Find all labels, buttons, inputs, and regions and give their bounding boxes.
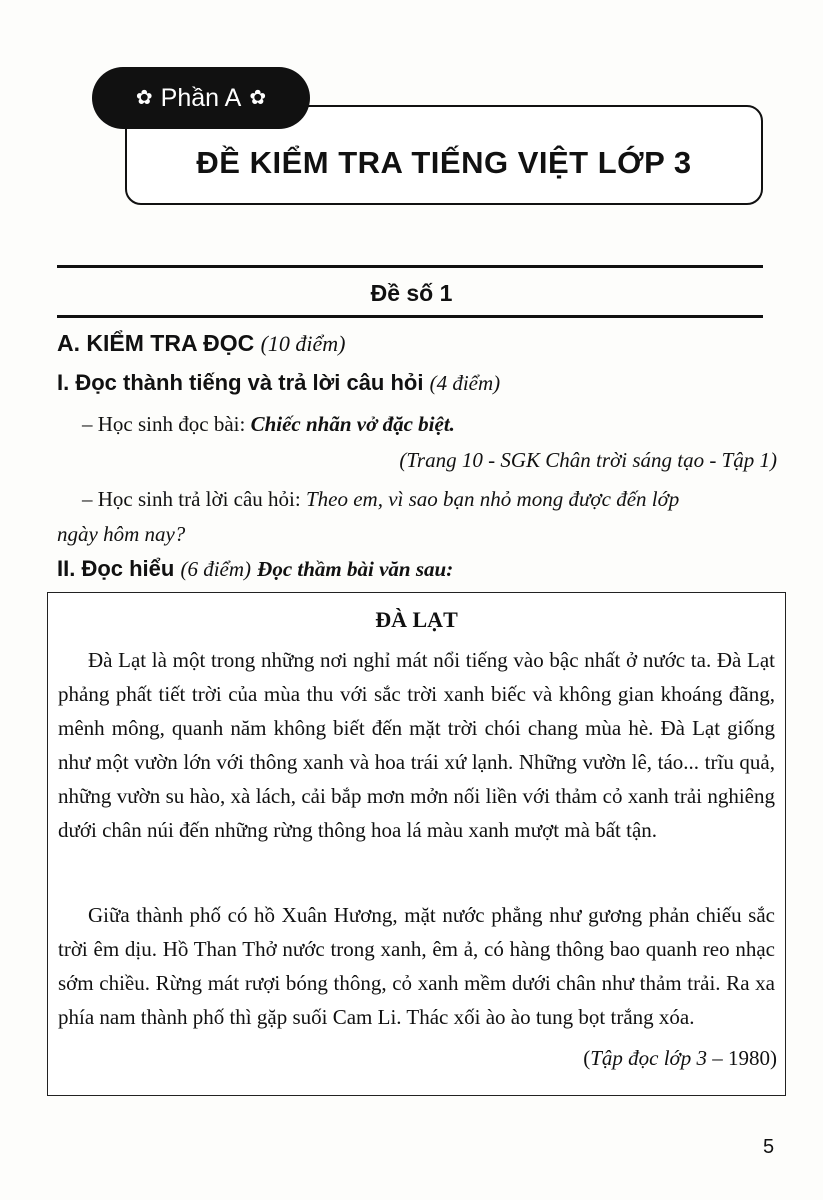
read-item xyxy=(82,412,455,437)
question-prefix: – Học sinh trả lời câu hỏi: xyxy=(82,487,306,511)
exam-number: Đề số 1 xyxy=(370,280,453,306)
reading-passage-box xyxy=(47,592,786,1096)
source-year: – 1980) xyxy=(707,1046,777,1070)
passage-title: ĐÀ LẠT xyxy=(375,607,458,632)
textbook-source: (Trang 10 - SGK Chân trời sáng tạo - Tập 1) xyxy=(399,448,777,472)
passage-paragraph-1 xyxy=(58,643,775,847)
passage-source xyxy=(583,1046,777,1071)
part-ii-instruction: Đọc thầm bài văn sau: xyxy=(257,557,454,581)
source-title: Tập đọc lớp 3 xyxy=(590,1046,707,1070)
part-label: Phần A xyxy=(160,83,242,112)
flower-icon: ✿ xyxy=(135,87,153,109)
source-paren: ( xyxy=(583,1046,591,1070)
divider-bottom xyxy=(57,315,763,318)
question-text-line1: Theo em, vì sao bạn nhỏ mong được đến lớp xyxy=(305,487,680,511)
paragraph-text: Đà Lạt là một trong những nơi nghỉ mát nổi tiếng vào bậc nhất ở nước ta. Đà Lạt phảng phất tiết trời của mùa thu với sắc trời xanh biếc và không gian khoáng đãng, mênh mông, quanh năm không biết đến mặt trời chói chang mùa hè. Đà Lạt giống như một vườn lớn với thông xanh và hoa trái xứ lạnh. Những vườn lê, táo... trĩu quả, những vườn su hào, xà lách, cải bắp mơn mởn nối liền với thảm cỏ xanh trải nghiêng dưới chân núi đến những rừng thông hoa lá màu xanh mượt mà bất tận. xyxy=(58,648,775,842)
paragraph-text: Giữa thành phố có hồ Xuân Hương, mặt nước phẳng như gương phản chiếu sắc trời êm dịu. Hồ Than Thở nước trong xanh, êm ả, có hàng thông bao quanh reo nhạc sớm chiều. Rừng mát rượi bóng thông, cỏ xanh mềm dưới chân như thảm trải. Ra xa phía nam thành phố thì gặp suối Cam Li. Thác xối ào ào tung bọt trắng xóa. xyxy=(58,903,775,1029)
divider-top xyxy=(57,265,763,268)
part-ii-title: II. Đọc hiểu xyxy=(57,556,175,581)
section-a-heading xyxy=(57,330,346,357)
section-a-points: (10 điểm) xyxy=(260,331,346,356)
question-text-line2: ngày hôm nay? xyxy=(57,522,186,546)
page-number: 5 xyxy=(763,1136,775,1158)
read-item-prefix: – Học sinh đọc bài: xyxy=(82,412,251,436)
part-ii-heading xyxy=(57,556,453,582)
part-ii-points: (6 điểm) xyxy=(180,557,252,581)
question-item xyxy=(82,487,679,512)
part-badge xyxy=(92,67,310,129)
part-i-points: (4 điểm) xyxy=(429,371,501,395)
flower-icon: ✿ xyxy=(249,87,267,109)
section-a-title: A. KIỂM TRA ĐỌC xyxy=(57,330,255,356)
part-i-heading xyxy=(57,370,500,396)
part-i-title: I. Đọc thành tiếng và trả lời câu hỏi xyxy=(57,370,424,395)
page-title: ĐỀ KIỂM TRA TIẾNG VIỆT LỚP 3 xyxy=(196,145,692,180)
passage-paragraph-2 xyxy=(58,898,775,1034)
reading-title-ref: Chiếc nhãn vở đặc biệt. xyxy=(250,412,455,436)
